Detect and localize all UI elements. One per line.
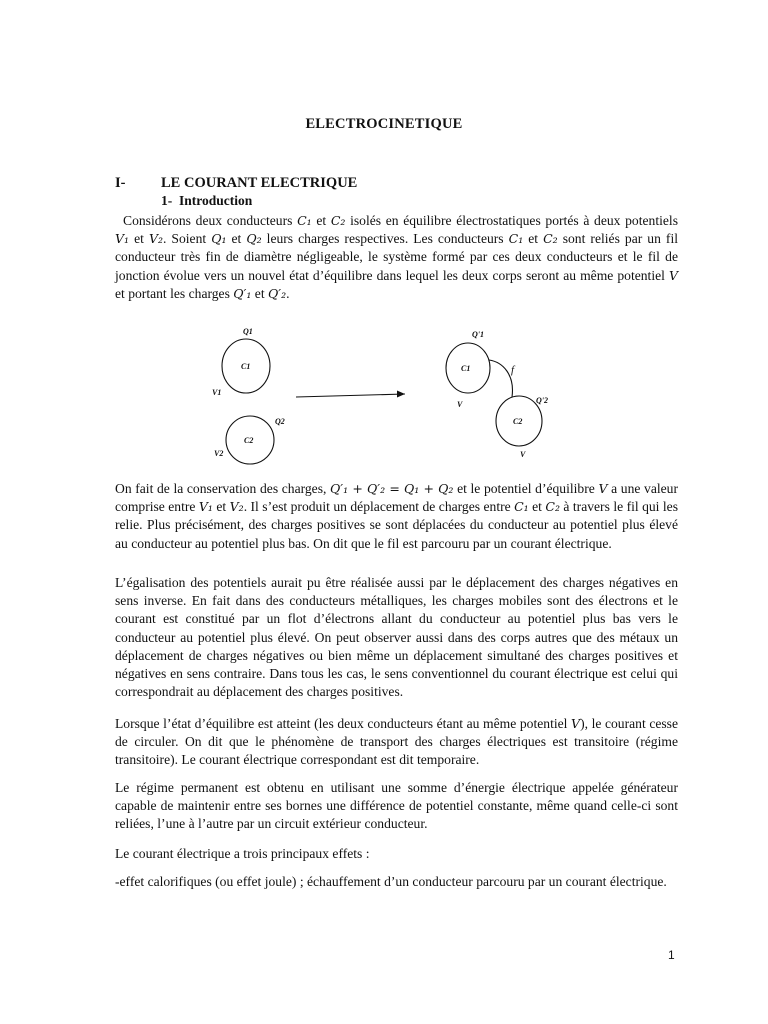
paragraph-intro: Considérons deux conducteurs C₁ et C₂ isolés en équilibre électrostatiques portés à deux potentiels V₁ et V₂. Soient Q₁ et Q₂ leurs charges respectives. Les conducteurs C₁ et C₂ sont reliés par un fil conducteur très fin de diamètre négligeable, le système formé par ces deux conducteurs et le fil de jonction évolue vers un nouvel état d’équilibre dans lequel les deux corps seront au même potentiel V et portant les charges Q′₁ et Q′₂. <box>115 213 679 301</box>
label-q1-prime: Q'1 <box>472 330 484 339</box>
junction-wire <box>489 360 512 397</box>
label-c2: C2 <box>244 436 254 445</box>
paragraph-conservation: On fait de la conservation des charges, Q′₁ + Q′₂ = Q₁ + Q₂ et le potentiel d’équilibre V a une valeur comprise entre V₁ et V₂. Il s’est produit un déplacement de charges entre C₁ et C₂ à travers le fil qui les relie. Plus précisément, des charges positives se sont déplacées du conducteur au potentiel plus élevé au conducteur au potentiel plus bas. On dit que le fil est parcouru par un courant électrique. <box>115 481 679 551</box>
paragraph-equalisation: L’égalisation des potentiels aurait pu être réalisée aussi par le déplacement des charges négatives en sens inverse. En fait dans des conducteurs métalliques, les charges mobiles sont des électrons et le courant est constitué par un flot d’électrons allant du conducteur au potentiel plus bas vers le conducteur au potentiel plus élevé. On peut observer aussi dans des corps autres que des métaux un déplacement de charges négatives ou bien même un déplacement simultané des charges positives et négatives en sens contraire. Dans tous les cas, le sens conventionnel du courant électrique est celui qui correspondrait au déplacement des charges positives. <box>115 575 678 700</box>
paragraph-equilibrium: Lorsque l’état d’équilibre est atteint (les deux conducteurs étant au même potentiel V), le courant cesse de circuler. On dit que le phénomène de transport des charges électriques est transitoire (régime transitoire). Le courant électrique correspondant est dit temporaire. <box>115 716 679 768</box>
arrow-head-icon <box>397 391 405 398</box>
paragraph-effects-intro: Le courant électrique a trois principaux effets : <box>115 846 370 861</box>
document-title: ELECTROCINETIQUE <box>305 116 463 132</box>
label-c2-right: C2 <box>513 417 523 426</box>
label-v2: V2 <box>214 449 224 458</box>
paragraph-permanent-regime: Le régime permanent est obtenu en utilisant une somme d’énergie électrique appelée générateur capable de maintenir entre ses bornes une différence de potentiel constante, même quand celle-ci sont reliées, l’une à l’autre par un circuit extérieur conducteur. <box>115 780 678 832</box>
section-label: LE COURANT ELECTRIQUE <box>161 175 358 191</box>
arrow-line <box>296 394 405 397</box>
label-q2: Q2 <box>275 417 285 426</box>
section-number: I- <box>115 175 126 191</box>
label-v1: V1 <box>212 388 222 397</box>
label-wire-f: f <box>511 364 515 376</box>
label-c1: C1 <box>241 362 251 371</box>
label-q2-prime: Q'2 <box>536 396 548 405</box>
label-c1-right: C1 <box>461 364 471 373</box>
subsection-number: 1- <box>161 193 173 208</box>
label-v-right-b: V <box>520 450 526 459</box>
label-q1: Q1 <box>243 327 253 336</box>
label-v-right-a: V <box>457 400 463 409</box>
page-number: 1 <box>668 948 675 962</box>
subsection-label: Introduction <box>179 193 253 208</box>
paragraph-joule-effect: -effet calorifiques (ou effet joule) ; échauffement d’un conducteur parcouru par un courant électrique. <box>115 874 667 889</box>
